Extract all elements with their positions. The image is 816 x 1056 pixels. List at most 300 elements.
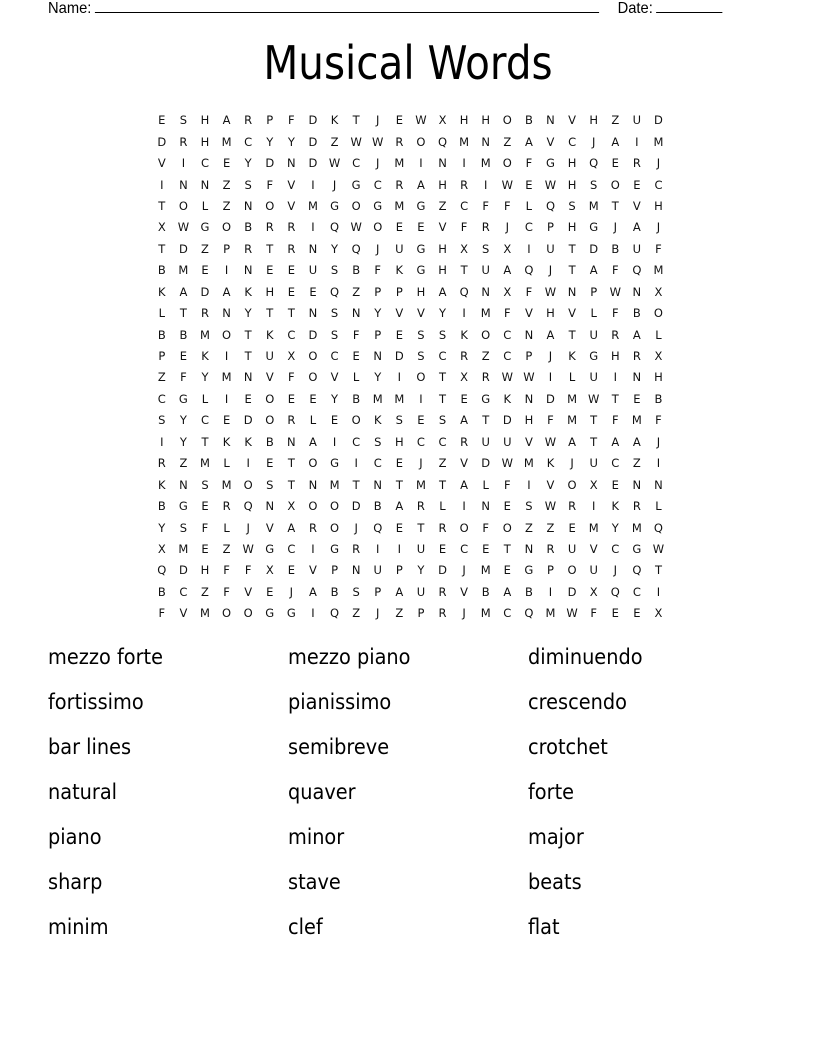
grid-letter[interactable]: T [158, 198, 166, 213]
grid-letter[interactable]: N [308, 241, 318, 256]
grid-letter[interactable]: N [287, 434, 296, 449]
grid-letter[interactable]: P [374, 327, 382, 342]
grid-letter[interactable]: M [631, 413, 642, 428]
grid-letter[interactable]: I [354, 456, 358, 471]
grid-letter[interactable]: E [482, 541, 490, 556]
grid-letter[interactable]: X [460, 241, 469, 256]
grid-letter[interactable]: T [158, 241, 166, 256]
grid-letter[interactable]: F [611, 413, 619, 428]
grid-letter[interactable]: I [462, 156, 466, 171]
grid-letter[interactable]: M [329, 477, 340, 492]
grid-letter[interactable]: G [416, 198, 426, 213]
grid-letter[interactable]: W [501, 177, 513, 192]
grid-letter[interactable]: M [653, 134, 664, 149]
grid-letter[interactable]: Y [417, 563, 425, 578]
grid-letter[interactable]: R [632, 349, 641, 364]
grid-letter[interactable]: K [460, 327, 468, 342]
grid-letter[interactable]: E [460, 391, 468, 406]
grid-letter[interactable]: G [589, 349, 599, 364]
grid-letter[interactable]: M [200, 606, 210, 621]
grid-letter[interactable]: A [416, 177, 425, 192]
grid-letter[interactable]: N [243, 370, 253, 385]
grid-letter[interactable]: P [547, 563, 554, 578]
grid-letter[interactable]: M [480, 156, 491, 171]
grid-letter[interactable]: A [287, 520, 296, 535]
grid-letter[interactable]: Y [244, 306, 252, 321]
grid-letter[interactable]: D [243, 413, 253, 428]
grid-letter[interactable]: C [416, 434, 425, 449]
grid-letter[interactable]: X [287, 499, 296, 514]
grid-letter[interactable]: R [287, 220, 296, 235]
grid-letter[interactable]: B [157, 327, 166, 342]
grid-letter[interactable]: M [221, 477, 232, 492]
grid-letter[interactable]: T [503, 541, 511, 556]
grid-letter[interactable]: G [524, 563, 534, 578]
grid-letter[interactable]: N [265, 499, 275, 514]
grid-letter[interactable]: F [223, 563, 230, 578]
grid-letter[interactable]: Q [524, 263, 534, 278]
grid-letter[interactable]: E [309, 284, 317, 299]
grid-letter[interactable]: E [330, 413, 339, 428]
grid-letter[interactable]: J [656, 434, 661, 449]
grid-letter[interactable]: E [438, 541, 447, 556]
grid-letter[interactable]: E [309, 391, 317, 406]
grid-letter[interactable]: I [160, 177, 164, 192]
grid-letter[interactable]: Z [481, 349, 490, 364]
grid-letter[interactable]: F [180, 370, 187, 385]
grid-letter[interactable]: N [438, 156, 447, 171]
grid-letter[interactable]: D [654, 113, 663, 128]
grid-letter[interactable]: F [460, 220, 468, 235]
grid-letter[interactable]: O [222, 606, 232, 621]
grid-letter[interactable]: F [352, 327, 360, 342]
grid-letter[interactable]: T [352, 477, 360, 492]
grid-letter[interactable]: M [221, 134, 232, 149]
grid-letter[interactable]: H [459, 113, 469, 128]
grid-letter[interactable]: C [352, 434, 361, 449]
grid-letter[interactable]: Q [653, 520, 663, 535]
grid-letter[interactable]: Q [589, 156, 599, 171]
grid-letter[interactable]: R [416, 499, 425, 514]
grid-letter[interactable]: O [330, 520, 340, 535]
grid-letter[interactable]: O [330, 499, 340, 514]
grid-letter[interactable]: A [632, 220, 641, 235]
grid-letter[interactable]: O [502, 113, 512, 128]
grid-letter[interactable]: I [181, 156, 186, 171]
grid-letter[interactable]: H [610, 349, 620, 364]
grid-letter[interactable]: W [350, 220, 362, 235]
grid-letter[interactable]: M [394, 391, 405, 406]
grid-letter[interactable]: R [460, 434, 469, 449]
grid-letter[interactable]: Z [438, 456, 447, 471]
grid-letter[interactable]: D [178, 241, 188, 256]
grid-letter[interactable]: T [287, 456, 295, 471]
grid-letter[interactable]: A [309, 434, 317, 449]
grid-letter[interactable]: C [460, 198, 469, 213]
grid-letter[interactable]: T [590, 413, 598, 428]
grid-letter[interactable]: Q [330, 284, 340, 299]
grid-letter[interactable]: N [524, 391, 534, 406]
grid-letter[interactable]: K [568, 349, 576, 364]
grid-letter[interactable]: H [438, 241, 447, 256]
grid-letter[interactable]: L [223, 520, 230, 535]
grid-letter[interactable]: S [417, 327, 425, 342]
grid-letter[interactable]: R [395, 177, 404, 192]
grid-letter[interactable]: U [395, 241, 404, 256]
grid-letter[interactable]: E [568, 520, 576, 535]
grid-letter[interactable]: N [654, 477, 663, 492]
grid-letter[interactable]: S [158, 413, 166, 428]
grid-letter[interactable]: O [416, 134, 426, 149]
grid-letter[interactable]: T [439, 477, 447, 492]
grid-letter[interactable]: Z [201, 584, 209, 599]
grid-letter[interactable]: C [157, 391, 166, 406]
grid-letter[interactable]: E [611, 606, 619, 621]
grid-letter[interactable]: H [200, 134, 210, 149]
grid-letter[interactable]: M [200, 327, 210, 342]
grid-letter[interactable]: U [481, 263, 490, 278]
grid-letter[interactable]: G [546, 156, 555, 171]
grid-letter[interactable]: B [481, 584, 490, 599]
grid-letter[interactable]: D [394, 349, 404, 364]
grid-letter[interactable]: D [178, 563, 188, 578]
grid-letter[interactable]: O [243, 606, 253, 621]
grid-letter[interactable]: P [590, 284, 598, 299]
grid-letter[interactable]: J [548, 263, 553, 278]
grid-letter[interactable]: G [265, 606, 275, 621]
grid-letter[interactable]: C [352, 156, 361, 171]
grid-letter[interactable]: I [397, 370, 402, 385]
grid-letter[interactable]: B [654, 391, 663, 406]
grid-letter[interactable]: E [395, 220, 403, 235]
grid-letter[interactable]: Z [201, 241, 209, 256]
grid-letter[interactable]: F [655, 413, 662, 428]
grid-letter[interactable]: N [351, 563, 361, 578]
grid-letter[interactable]: Z [632, 456, 641, 471]
grid-letter[interactable]: W [587, 391, 600, 406]
grid-letter[interactable]: I [591, 499, 596, 514]
grid-letter[interactable]: Y [287, 134, 295, 149]
grid-letter[interactable]: L [309, 413, 317, 428]
grid-letter[interactable]: N [546, 113, 555, 128]
grid-letter[interactable]: K [546, 456, 555, 471]
grid-letter[interactable]: W [544, 177, 557, 192]
grid-letter[interactable]: T [287, 477, 295, 492]
grid-letter[interactable]: T [287, 306, 295, 321]
grid-letter[interactable]: Q [632, 563, 642, 578]
grid-letter[interactable]: E [222, 413, 231, 428]
grid-letter[interactable]: K [395, 263, 404, 278]
grid-letter[interactable]: P [374, 584, 382, 599]
grid-letter[interactable]: F [288, 113, 295, 128]
grid-letter[interactable]: A [179, 284, 188, 299]
grid-letter[interactable]: O [351, 198, 361, 213]
grid-letter[interactable]: C [287, 541, 296, 556]
grid-letter[interactable]: F [547, 413, 554, 428]
grid-letter[interactable]: L [201, 391, 209, 406]
grid-letter[interactable]: P [158, 349, 166, 364]
grid-letter[interactable]: E [525, 177, 533, 192]
grid-letter[interactable]: W [652, 541, 665, 556]
grid-letter[interactable]: J [613, 563, 617, 578]
grid-letter[interactable]: E [222, 156, 231, 171]
grid-letter[interactable]: A [589, 263, 598, 278]
grid-letter[interactable]: F [374, 263, 382, 278]
grid-letter[interactable]: I [224, 263, 229, 278]
grid-letter[interactable]: P [374, 284, 382, 299]
grid-letter[interactable]: M [394, 198, 405, 213]
grid-letter[interactable]: N [632, 477, 642, 492]
grid-letter[interactable]: Y [201, 370, 209, 385]
grid-letter[interactable]: B [157, 584, 166, 599]
grid-letter[interactable]: B [373, 499, 382, 514]
grid-letter[interactable]: I [527, 477, 531, 492]
grid-letter[interactable]: D [308, 327, 318, 342]
grid-letter[interactable]: A [524, 134, 533, 149]
grid-letter[interactable]: U [373, 563, 382, 578]
grid-letter[interactable]: P [417, 606, 425, 621]
grid-letter[interactable]: B [330, 584, 339, 599]
grid-letter[interactable]: S [395, 413, 403, 428]
grid-letter[interactable]: U [546, 241, 555, 256]
grid-letter[interactable]: M [567, 391, 578, 406]
grid-letter[interactable]: S [179, 520, 188, 535]
grid-letter[interactable]: F [525, 284, 533, 299]
grid-letter[interactable]: O [610, 177, 620, 192]
grid-letter[interactable]: R [438, 584, 447, 599]
grid-letter[interactable]: G [330, 456, 339, 471]
grid-letter[interactable]: R [287, 241, 296, 256]
grid-letter[interactable]: B [157, 499, 166, 514]
grid-letter[interactable]: G [373, 198, 383, 213]
grid-letter[interactable]: N [481, 499, 490, 514]
grid-letter[interactable]: R [200, 306, 209, 321]
grid-letter[interactable]: C [611, 456, 620, 471]
grid-letter[interactable]: W [544, 499, 557, 514]
grid-letter[interactable]: F [611, 263, 619, 278]
grid-letter[interactable]: G [330, 541, 339, 556]
grid-letter[interactable]: Z [222, 177, 231, 192]
grid-letter[interactable]: D [157, 134, 167, 149]
grid-letter[interactable]: O [265, 198, 275, 213]
grid-letter[interactable]: V [546, 477, 555, 492]
grid-letter[interactable]: I [311, 541, 315, 556]
grid-letter[interactable]: O [222, 327, 232, 342]
grid-letter[interactable]: A [460, 413, 469, 428]
grid-letter[interactable]: U [308, 263, 318, 278]
grid-letter[interactable]: E [611, 477, 619, 492]
grid-letter[interactable]: N [243, 198, 253, 213]
grid-letter[interactable]: F [503, 477, 511, 492]
grid-letter[interactable]: R [632, 499, 641, 514]
grid-letter[interactable]: L [482, 477, 489, 492]
grid-letter[interactable]: R [287, 413, 296, 428]
grid-letter[interactable]: Q [610, 584, 620, 599]
grid-letter[interactable]: V [395, 306, 404, 321]
grid-letter[interactable]: J [246, 520, 250, 535]
grid-letter[interactable]: V [460, 456, 469, 471]
grid-letter[interactable]: Y [611, 520, 619, 535]
grid-letter[interactable]: J [332, 177, 337, 192]
grid-letter[interactable]: N [243, 263, 253, 278]
grid-letter[interactable]: V [438, 220, 447, 235]
grid-letter[interactable]: M [200, 456, 210, 471]
grid-letter[interactable]: H [200, 113, 210, 128]
grid-letter[interactable]: W [372, 134, 384, 149]
grid-letter[interactable]: F [158, 606, 166, 621]
grid-letter[interactable]: C [438, 349, 447, 364]
grid-letter[interactable]: D [265, 156, 275, 171]
grid-letter[interactable]: V [287, 177, 296, 192]
grid-letter[interactable]: C [568, 134, 577, 149]
grid-letter[interactable]: N [567, 284, 577, 299]
grid-letter[interactable]: C [503, 327, 512, 342]
grid-letter[interactable]: K [244, 284, 252, 299]
grid-letter[interactable]: N [632, 284, 642, 299]
grid-letter[interactable]: V [265, 370, 274, 385]
grid-letter[interactable]: W [609, 284, 621, 299]
grid-letter[interactable]: M [221, 370, 232, 385]
grid-letter[interactable]: T [568, 241, 576, 256]
grid-letter[interactable]: F [482, 198, 490, 213]
grid-letter[interactable]: T [179, 306, 187, 321]
grid-letter[interactable]: C [200, 156, 209, 171]
grid-letter[interactable]: G [330, 198, 339, 213]
grid-letter[interactable]: W [523, 370, 535, 385]
grid-letter[interactable]: I [224, 349, 229, 364]
grid-letter[interactable]: H [654, 370, 663, 385]
grid-letter[interactable]: E [395, 113, 403, 128]
grid-letter[interactable]: T [568, 327, 576, 342]
grid-letter[interactable]: M [178, 263, 189, 278]
grid-letter[interactable]: X [157, 220, 166, 235]
grid-letter[interactable]: M [480, 606, 491, 621]
grid-letter[interactable]: H [438, 177, 447, 192]
grid-letter[interactable]: I [311, 606, 315, 621]
grid-letter[interactable]: K [222, 434, 231, 449]
grid-letter[interactable]: V [265, 520, 274, 535]
grid-letter[interactable]: R [244, 113, 253, 128]
grid-letter[interactable]: R [438, 606, 447, 621]
grid-letter[interactable]: T [590, 434, 598, 449]
grid-letter[interactable]: R [611, 327, 620, 342]
grid-letter[interactable]: X [287, 349, 296, 364]
grid-letter[interactable]: F [655, 241, 662, 256]
grid-letter[interactable]: V [589, 541, 598, 556]
grid-letter[interactable]: U [503, 434, 512, 449]
grid-letter[interactable]: F [201, 520, 209, 535]
grid-letter[interactable]: K [265, 327, 274, 342]
grid-letter[interactable]: B [265, 434, 274, 449]
grid-letter[interactable]: Y [179, 434, 187, 449]
grid-letter[interactable]: W [566, 606, 578, 621]
grid-letter[interactable]: R [481, 220, 490, 235]
grid-letter[interactable]: J [591, 134, 596, 149]
grid-letter[interactable]: R [222, 499, 231, 514]
grid-letter[interactable]: F [482, 520, 490, 535]
grid-letter[interactable]: M [588, 520, 599, 535]
grid-letter[interactable]: S [266, 477, 274, 492]
grid-letter[interactable]: T [439, 370, 447, 385]
grid-letter[interactable]: J [570, 456, 574, 471]
grid-letter[interactable]: B [179, 327, 188, 342]
grid-letter[interactable]: O [308, 349, 318, 364]
grid-letter[interactable]: M [372, 391, 383, 406]
grid-letter[interactable]: E [633, 606, 641, 621]
grid-letter[interactable]: H [567, 156, 577, 171]
grid-letter[interactable]: H [200, 563, 210, 578]
grid-letter[interactable]: S [352, 584, 360, 599]
grid-letter[interactable]: D [200, 284, 210, 299]
grid-letter[interactable]: U [589, 370, 598, 385]
grid-letter[interactable]: P [331, 563, 339, 578]
grid-letter[interactable]: C [503, 349, 512, 364]
grid-letter[interactable]: G [481, 391, 491, 406]
grid-letter[interactable]: V [568, 306, 577, 321]
grid-letter[interactable]: N [373, 349, 383, 364]
grid-letter[interactable]: S [179, 113, 188, 128]
grid-letter[interactable]: A [503, 263, 512, 278]
grid-letter[interactable]: Y [179, 413, 187, 428]
grid-letter[interactable]: Q [157, 563, 167, 578]
grid-letter[interactable]: N [632, 370, 642, 385]
grid-letter[interactable]: M [631, 520, 642, 535]
grid-letter[interactable]: X [460, 370, 469, 385]
grid-letter[interactable]: T [266, 241, 274, 256]
grid-letter[interactable]: T [417, 520, 425, 535]
grid-letter[interactable]: O [308, 456, 318, 471]
grid-letter[interactable]: E [287, 391, 295, 406]
grid-letter[interactable]: S [244, 177, 252, 192]
grid-letter[interactable]: K [201, 349, 209, 364]
grid-letter[interactable]: V [546, 134, 555, 149]
grid-letter[interactable]: Y [374, 370, 382, 385]
grid-letter[interactable]: I [332, 434, 337, 449]
grid-letter[interactable]: B [352, 263, 361, 278]
grid-letter[interactable]: C [438, 434, 447, 449]
grid-letter[interactable]: H [546, 306, 555, 321]
grid-letter[interactable]: V [460, 584, 469, 599]
grid-letter[interactable]: F [288, 370, 295, 385]
grid-letter[interactable]: L [655, 499, 662, 514]
grid-letter[interactable]: O [265, 413, 275, 428]
grid-letter[interactable]: L [439, 499, 446, 514]
grid-letter[interactable]: H [438, 263, 447, 278]
grid-letter[interactable]: L [655, 327, 662, 342]
grid-letter[interactable]: O [459, 520, 469, 535]
grid-letter[interactable]: Y [266, 134, 274, 149]
grid-letter[interactable]: I [419, 156, 423, 171]
grid-letter[interactable]: Z [179, 456, 188, 471]
grid-letter[interactable]: R [460, 177, 469, 192]
grid-letter[interactable]: M [394, 156, 405, 171]
grid-letter[interactable]: W [501, 370, 513, 385]
grid-letter[interactable]: S [417, 349, 425, 364]
grid-letter[interactable]: A [611, 434, 620, 449]
grid-letter[interactable]: V [524, 306, 533, 321]
grid-letter[interactable]: K [158, 477, 166, 492]
grid-letter[interactable]: I [548, 370, 553, 385]
grid-letter[interactable]: L [352, 370, 360, 385]
grid-letter[interactable]: X [438, 113, 447, 128]
grid-letter[interactable]: W [177, 220, 190, 235]
grid-letter[interactable]: H [416, 284, 426, 299]
grid-letter[interactable]: E [503, 563, 511, 578]
grid-letter[interactable]: E [417, 413, 425, 428]
grid-letter[interactable]: A [568, 434, 577, 449]
grid-letter[interactable]: E [395, 327, 403, 342]
grid-letter[interactable]: N [481, 284, 490, 299]
